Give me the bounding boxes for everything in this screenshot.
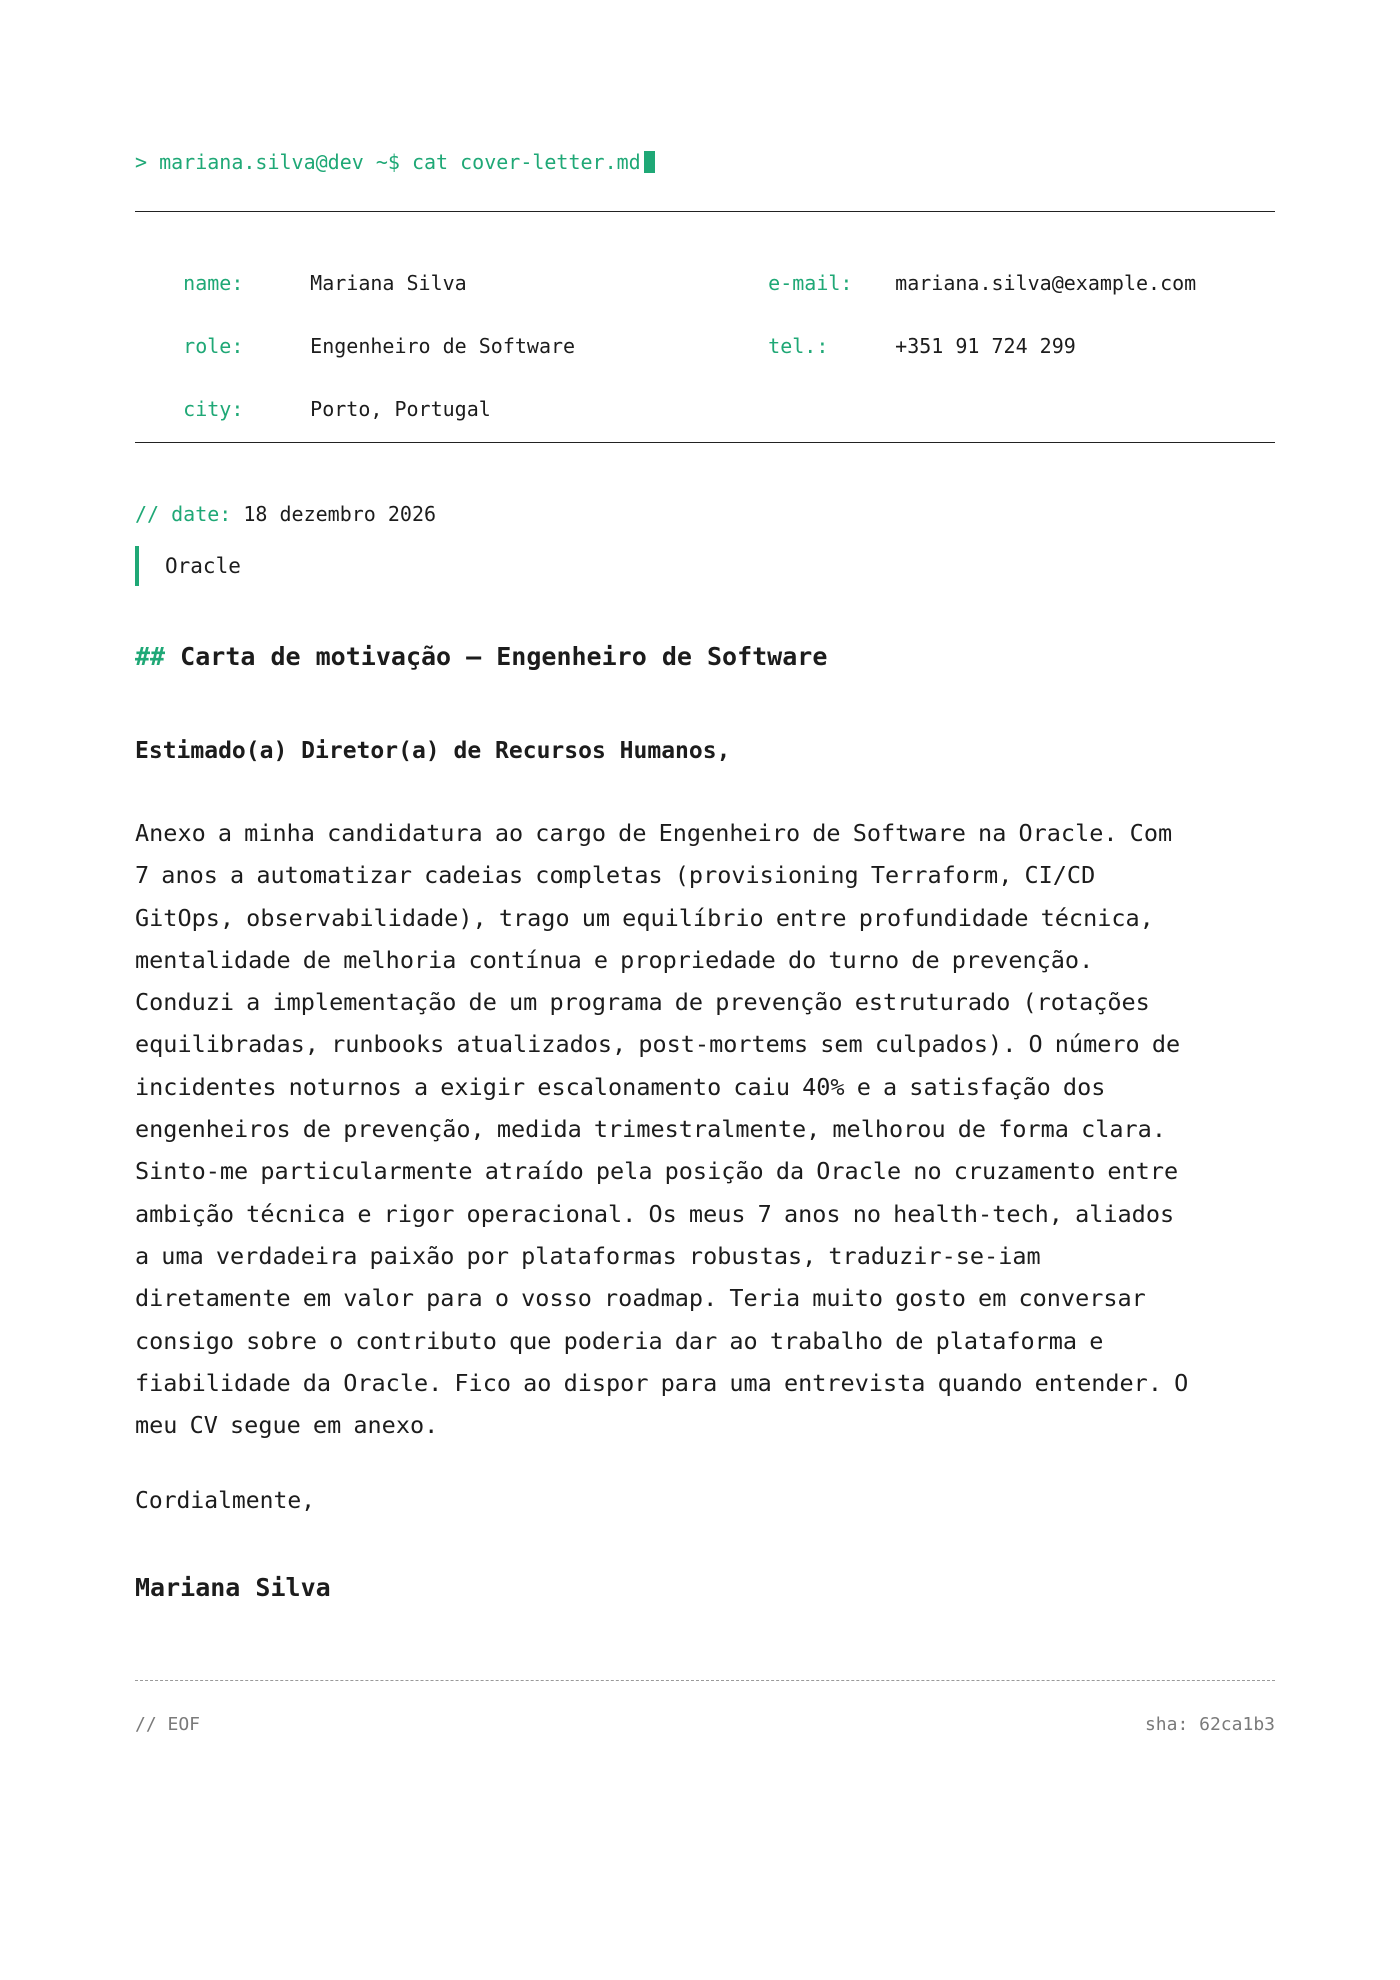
tel-field	[720, 310, 828, 382]
name-label: name:	[183, 271, 244, 295]
city-value-wrap	[262, 373, 491, 445]
name-field	[135, 247, 243, 319]
body-line: fiabilidade da Oracle. Fico ao dispor para uma entrevista quando entender. O	[135, 1368, 1189, 1397]
body-line: consigo sobre o contributo que poderia dar ao trabalho de plataforma e	[135, 1326, 1104, 1355]
body-line: Conduzi a implementação de um programa de prevenção estruturado (rotações	[135, 988, 1150, 1017]
body-line: equilibradas, runbooks atualizados, post-mortems sem culpados). O número de	[135, 1030, 1181, 1059]
body-line: diretamente em valor para o vosso roadmap. Teria muito gosto em conversar	[135, 1284, 1146, 1313]
header-divider-top	[135, 211, 1275, 212]
body-line: meu CV segue em anexo.	[135, 1411, 439, 1440]
role-label: role:	[183, 334, 244, 358]
closing: Cordialmente,	[135, 1488, 316, 1514]
body-line: incidentes noturnos a exigir escalonamento caiu 40% e a satisfação dos	[135, 1072, 1106, 1101]
letter-body	[135, 812, 1275, 1446]
role-field	[135, 310, 243, 382]
sha-hash: sha: 62ca1b3	[1144, 1714, 1275, 1735]
role-value-wrap	[262, 310, 575, 382]
cursor-block-icon	[644, 151, 655, 173]
body-line: 7 anos a automatizar cadeias completas (provisioning Terraform, CI/CD	[135, 861, 1096, 890]
prompt-text: > mariana.silva@dev ~$ cat cover-letter.md	[135, 150, 641, 174]
heading-hash: ##	[135, 642, 166, 671]
role-value: Engenheiro de Software	[310, 334, 576, 358]
date-label: // date:	[135, 502, 232, 526]
name-value: Mariana Silva	[310, 271, 467, 295]
recipient: Oracle	[135, 546, 241, 586]
body-line: Sinto-me particularmente atraído pela posição da Oracle no cruzamento entre	[135, 1157, 1179, 1186]
city-field	[135, 373, 243, 445]
header-divider-bottom	[135, 442, 1275, 443]
tel-label: tel.:	[768, 334, 829, 358]
body-line: GitOps, observabilidade), trago um equilíbrio entre profundidade técnica,	[135, 903, 1154, 932]
body-line: mentalidade de melhoria contínua e propriedade do turno de prevenção.	[135, 945, 1094, 974]
body-line: ambição técnica e rigor operacional. Os meus 7 anos no health-tech, aliados	[135, 1199, 1175, 1228]
tel-value-wrap	[847, 310, 1076, 382]
email-value: mariana.silva@example.com	[895, 271, 1197, 295]
email-value-wrap	[847, 247, 1196, 319]
body-line: a uma verdadeira paixão por plataformas robustas, traduzir-se-iam	[135, 1241, 1041, 1270]
city-value: Porto, Portugal	[310, 397, 491, 421]
tel-value: +351 91 724 299	[895, 334, 1076, 358]
date-value: 18 dezembro 2026	[243, 502, 437, 526]
heading-text: Carta de motivação — Engenheiro de Software	[180, 642, 828, 671]
signature: Mariana Silva	[135, 1573, 331, 1602]
email-field	[720, 247, 852, 319]
footer-divider	[135, 1680, 1275, 1681]
email-label: e-mail:	[768, 271, 853, 295]
city-label: city:	[183, 397, 244, 421]
body-line: Anexo a minha candidatura ao cargo de Engenheiro de Software na Oracle. Com	[135, 819, 1173, 847]
terminal-prompt	[135, 150, 655, 174]
eof-marker: // EOF	[135, 1714, 201, 1735]
letter-heading	[135, 642, 827, 671]
salutation: Estimado(a) Diretor(a) de Recursos Humanos,	[135, 738, 731, 764]
date-line	[135, 502, 436, 526]
body-line: engenheiros de prevenção, medida trimestralmente, melhorou de forma clara.	[135, 1115, 1166, 1144]
name-value-wrap	[262, 247, 467, 319]
